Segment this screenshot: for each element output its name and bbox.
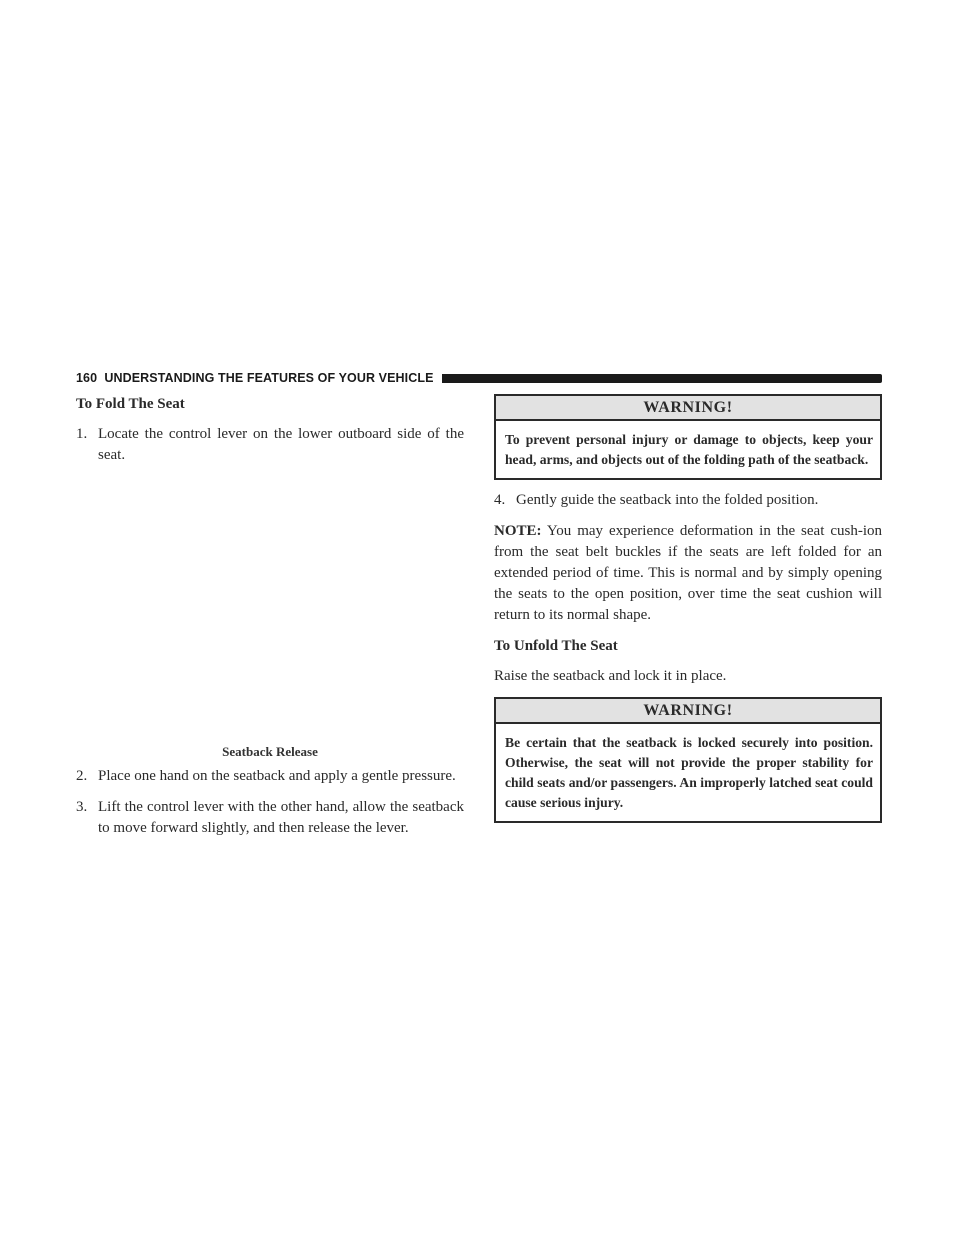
section-title: UNDERSTANDING THE FEATURES OF YOUR VEHICLE (104, 371, 434, 385)
seatback-release-figure (76, 476, 464, 744)
warning-box-unfold (494, 697, 882, 823)
header-text (76, 371, 434, 385)
warning-body: Be certain that the seatback is locked securely into position. Otherwise, the seat will not provide the proper stability for child seats and/or passengers. An improperly latched seat could cause serious injury. (505, 735, 873, 810)
step-2 (76, 766, 464, 787)
warning-title: WARNING! (496, 699, 880, 724)
left-column (76, 394, 464, 849)
step-text: Locate the control lever on the lower outboard side of the seat. (98, 426, 464, 463)
warning-box-fold (494, 394, 882, 480)
step-text: Gently guide the seatback into the folded position. (516, 492, 819, 508)
warning-title: WARNING! (496, 396, 880, 421)
warning-body: To prevent personal injury or damage to objects, keep your head, arms, and objects out of the folding path of the seatback. (505, 432, 873, 467)
step-text: Place one hand on the seatback and apply a gentle pressure. (98, 768, 456, 784)
figure-caption: Seatback Release (222, 744, 318, 759)
page-number: 160 (76, 371, 98, 385)
note-text: You may experience deformation in the seat cush-ion from the seat belt buckles if the seats are left folded for an extended period of time. This is normal and by simply opening the seats to the open position, over time the seat cushion will return to its normal shape. (494, 523, 882, 623)
note-paragraph (494, 521, 882, 626)
page-header (76, 370, 882, 386)
step-text: Lift the control lever with the other hand, allow the seatback to move forward slightly, and then release the lever. (98, 799, 464, 836)
step-number: 1. (76, 426, 88, 442)
step-number: 3. (76, 799, 88, 815)
step-4 (494, 490, 882, 511)
unfold-instruction: Raise the seatback and lock it in place. (494, 668, 727, 684)
header-rule (442, 374, 882, 383)
note-label: NOTE: (494, 523, 542, 539)
step-number: 4. (494, 492, 506, 508)
unfold-seat-heading: To Unfold The Seat (494, 638, 618, 654)
right-column (494, 394, 882, 833)
step-number: 2. (76, 768, 88, 784)
step-3 (76, 797, 464, 839)
fold-seat-heading: To Fold The Seat (76, 396, 185, 412)
step-1 (76, 424, 464, 466)
